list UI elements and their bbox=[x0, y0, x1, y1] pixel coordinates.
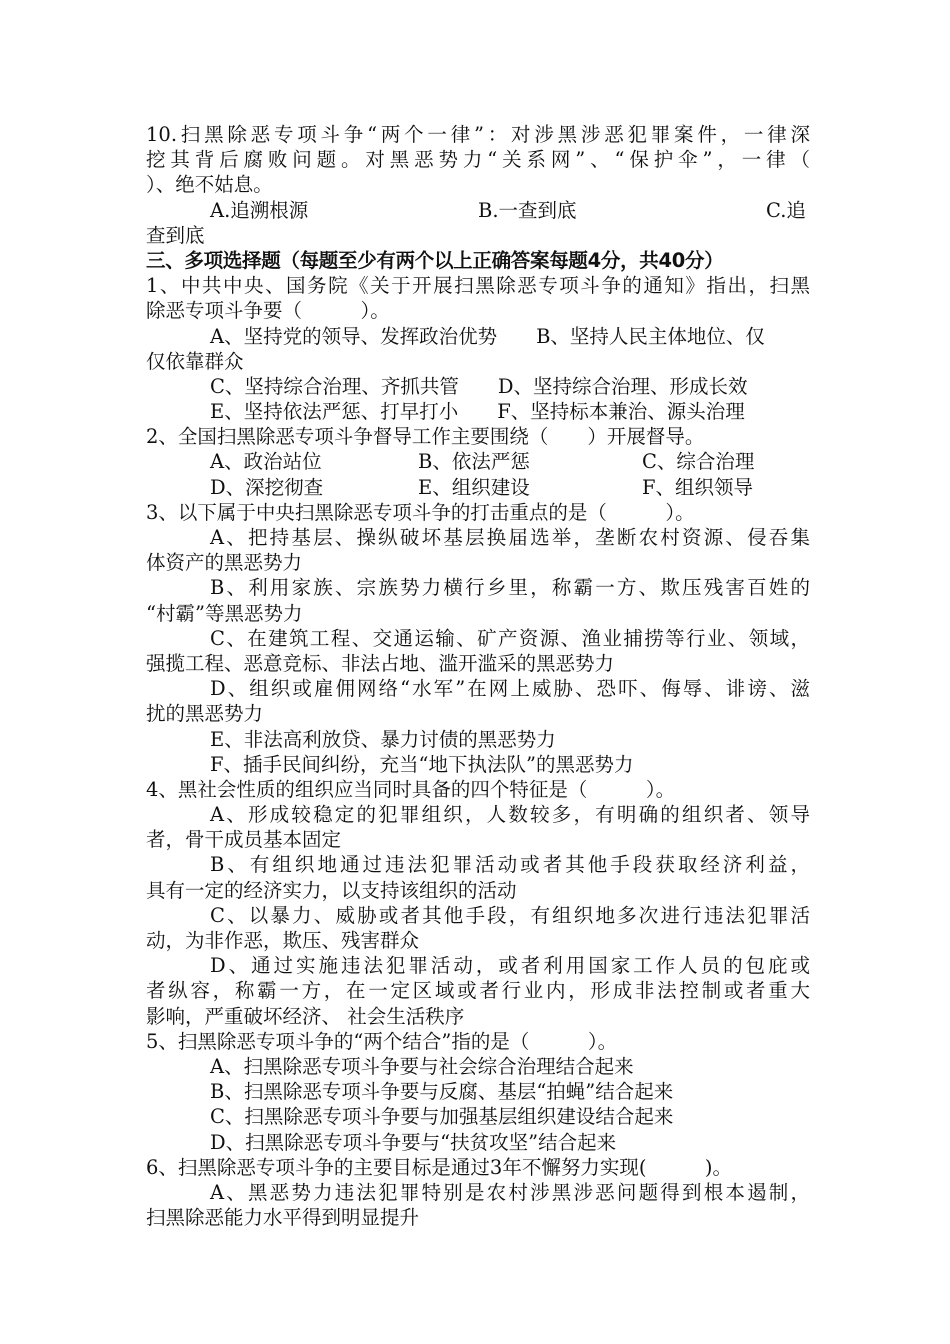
q4-option-d-line-1: D、通过实施违法犯罪活动，或者利用国家工作人员的包庇或 bbox=[210, 954, 810, 978]
q5-option-b: B、扫黑除恶专项斗争要与反腐、基层“拍蝇”结合起来 bbox=[210, 1080, 674, 1104]
q2-stem: 2、全国扫黑除恶专项斗争督导工作主要围绕（ ）开展督导。 bbox=[146, 425, 705, 449]
q5-option-c: C、扫黑除恶专项斗争要与加强基层组织建设结合起来 bbox=[210, 1105, 674, 1129]
q10-stem-line-3: ）、绝不姑息。 bbox=[146, 173, 273, 197]
q4-option-c-line-1: C、以暴力、威胁或者其他手段，有组织地多次进行违法犯罪活 bbox=[210, 903, 810, 927]
q10-stem-line-2: 挖其背后腐败问题。对黑恶势力“关系网”、“保护伞”，一律（ bbox=[146, 148, 810, 172]
q10-stem-line-1: 10.扫黑除恶专项斗争“两个一律”：对涉黑涉恶犯罪案件，一律深 bbox=[146, 123, 810, 146]
q1-options-ab: A、坚持党的领导、发挥政治优势 B、坚持人民主体地位、仅 bbox=[210, 324, 765, 348]
q5-option-a: A、扫黑除恶专项斗争要与社会综合治理结合起来 bbox=[210, 1054, 634, 1078]
q10-option-c: C.追 bbox=[766, 198, 806, 222]
q6-option-a-line-1: A、黑恶势力违法犯罪特别是农村涉黑涉恶问题得到根本遏制， bbox=[210, 1180, 810, 1204]
q10-options bbox=[146, 198, 810, 223]
q1-options-ab-continued: 仅依靠群众 bbox=[146, 349, 244, 373]
document-page bbox=[146, 122, 810, 1230]
q2-option-a: A、政治站位 bbox=[210, 450, 322, 474]
q3-option-b-line-2: “村霸”等黑恶势力 bbox=[146, 601, 303, 625]
q3-option-d-line-1: D、组织或雇佣网络“水军”在网上威胁、恐吓、侮辱、诽谤、滋 bbox=[210, 677, 810, 701]
q3-stem: 3、以下属于中央扫黑除恶专项斗争的打击重点的是（ ）。 bbox=[146, 500, 695, 524]
q10-option-c-continued: 查到底 bbox=[146, 223, 205, 247]
q2-option-f: F、组织领导 bbox=[642, 475, 754, 499]
q6-option-a-line-2: 扫黑除恶能力水平得到明显提升 bbox=[146, 1206, 420, 1230]
q1-stem-line-1: 1、中共中央、国务院《关于开展扫黑除恶专项斗争的通知》指出，扫黑 bbox=[146, 274, 810, 298]
q3-option-f: F、插手民间纠纷，充当“地下执法队”的黑恶势力 bbox=[210, 752, 634, 776]
q2-option-d: D、深挖彻查 bbox=[210, 475, 324, 499]
q4-option-b-line-1: B、有组织地通过违法犯罪活动或者其他手段获取经济利益， bbox=[210, 853, 810, 877]
q3-option-b-line-1: B、利用家族、宗族势力横行乡里，称霸一方、欺压残害百姓的 bbox=[210, 576, 810, 600]
q4-stem: 4、黑社会性质的组织应当同时具备的四个特征是（ ）。 bbox=[146, 777, 676, 801]
q2-options-row-1 bbox=[146, 449, 810, 474]
q3-option-a-line-2: 体资产的黑恶势力 bbox=[146, 551, 303, 575]
q1-options-cd: C、坚持综合治理、齐抓共管 D、坚持综合治理、形成长效 bbox=[210, 374, 748, 398]
q3-option-d-line-2: 扰的黑恶势力 bbox=[146, 702, 264, 726]
q4-option-d-line-2: 者纵容，称霸一方，在一定区域或者行业内，形成非法控制或者重大 bbox=[146, 979, 810, 1003]
q10-option-b: B.一查到底 bbox=[478, 198, 577, 222]
section-heading-multiple-choice: 三、多项选择题（每题至少有两个以上正确答案每题4分，共40分） bbox=[146, 248, 724, 272]
q3-option-c-line-2: 强揽工程、恶意竞标、非法占地、滥开滥采的黑恶势力 bbox=[146, 651, 615, 675]
q5-stem: 5、扫黑除恶专项斗争的“两个结合”指的是（ ）。 bbox=[146, 1029, 618, 1053]
q4-option-b-line-2: 具有一定的经济实力，以支持该组织的活动 bbox=[146, 878, 517, 902]
q6-stem: 6、扫黑除恶专项斗争的主要目标是通过3年不懈努力实现( )。 bbox=[146, 1155, 733, 1179]
q10-option-a: A.追溯根源 bbox=[210, 198, 309, 222]
q3-option-e: E、非法高利放贷、暴力讨债的黑恶势力 bbox=[210, 727, 556, 751]
q4-option-a-line-1: A、形成较稳定的犯罪组织，人数较多，有明确的组织者、领导 bbox=[210, 803, 810, 827]
q3-option-a-line-1: A、把持基层、操纵破坏基层换届选举，垄断农村资源、侵吞集 bbox=[210, 526, 810, 549]
q4-option-d-line-3: 影响，严重破坏经济、 社会生活秩序 bbox=[146, 1004, 465, 1028]
q4-option-c-line-2: 动，为非作恶，欺压、残害群众 bbox=[146, 929, 420, 952]
q1-stem-line-2: 除恶专项斗争要（ ）。 bbox=[146, 299, 390, 323]
q2-option-e: E、组织建设 bbox=[418, 475, 530, 499]
q2-option-b: B、依法严惩 bbox=[418, 450, 530, 474]
q2-options-row-2 bbox=[146, 475, 810, 500]
q3-option-c-line-1: C、在建筑工程、交通运输、矿产资源、渔业捕捞等行业、领域， bbox=[210, 626, 810, 650]
q2-option-c: C、综合治理 bbox=[642, 450, 755, 474]
q1-options-ef: E、坚持依法严惩、打早打小 F、坚持标本兼治、源头治理 bbox=[210, 400, 745, 424]
q4-option-a-line-2: 者，骨干成员基本固定 bbox=[146, 828, 342, 852]
q5-option-d: D、扫黑除恶专项斗争要与“扶贫攻坚”结合起来 bbox=[210, 1130, 617, 1154]
